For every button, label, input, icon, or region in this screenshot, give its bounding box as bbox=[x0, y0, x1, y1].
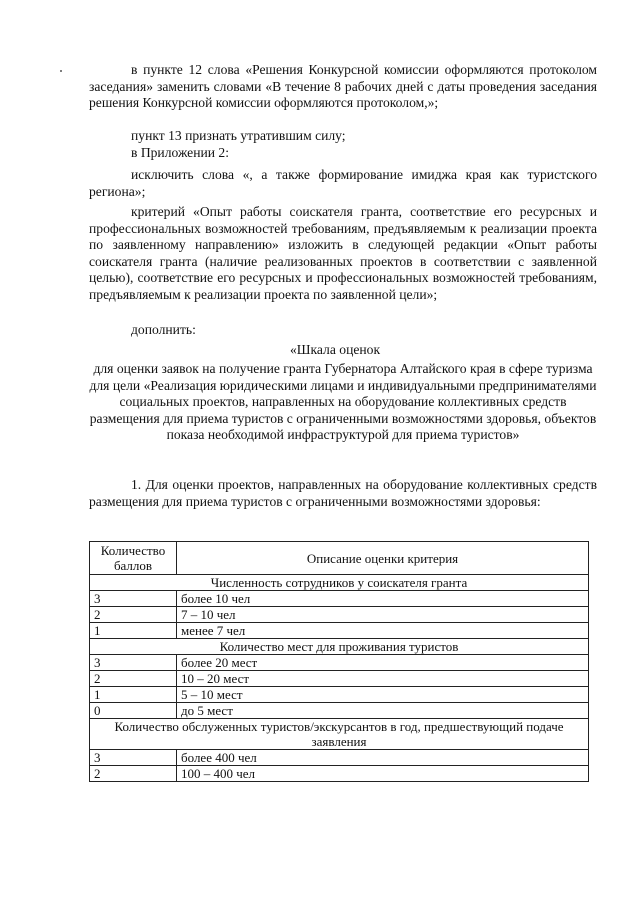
cell-description: 10 – 20 мест bbox=[177, 671, 589, 687]
table-row bbox=[90, 591, 589, 607]
scale-table bbox=[89, 541, 589, 782]
cell-description: до 5 мест bbox=[177, 703, 589, 719]
section-title: Численность сотрудников у соискателя гранта bbox=[90, 575, 589, 591]
paragraph-criterion: критерий «Опыт работы соискателя гранта, соответствие его ресурсных и профессиональных возможностей требованиям, предъявляемым к реализации проекта по заявленному направлению» изложить в следующей редакции «Опыт работы соискателя гранта (наличие реализованных проектов в соответствии с заявленной целью), соответствие его ресурсных и профессиональных возможностей требованиям, предъявляемым к реализации проекта по заявленной цели»; bbox=[89, 204, 597, 302]
paragraph-appendix-2: в Приложении 2: bbox=[131, 145, 229, 160]
cell-points: 3 bbox=[90, 750, 177, 766]
table-row bbox=[90, 750, 589, 766]
table-row bbox=[90, 655, 589, 671]
table-header-row bbox=[90, 542, 589, 575]
cell-points: 3 bbox=[90, 655, 177, 671]
scale-title-body: для оценки заявок на получение гранта Губернатора Алтайского края в сфере туризма для цели «Реализация юридическими лицами и индивидуальными предпринимателями социальных проектов, направленных на оборудование коллективных средств размещения для приема туристов с ограниченными возможностями здоровья, объектов показа необходимой инфраструктурой для приема туристов» bbox=[89, 361, 597, 442]
cell-points: 2 bbox=[90, 766, 177, 782]
cell-points: 2 bbox=[90, 607, 177, 623]
table-row bbox=[90, 607, 589, 623]
table-row bbox=[90, 671, 589, 687]
paragraph-item-1: 1. Для оценки проектов, направленных на оборудование коллективных средств размещения для приема туристов с ограниченными возможностями здоровья: bbox=[89, 477, 597, 509]
paragraph-point-12: в пункте 12 слова «Решения Конкурсной комиссии оформляются протоколом заседания» заменить словами «В течение 8 рабочих дней с даты проведения заседания решения Конкурсной комиссии оформляются протоколом,»; bbox=[89, 62, 597, 110]
section-title: Количество мест для проживания туристов bbox=[90, 639, 589, 655]
cell-description: 5 – 10 мест bbox=[177, 687, 589, 703]
section-row bbox=[90, 639, 589, 655]
cell-description: менее 7 чел bbox=[177, 623, 589, 639]
header-description: Описание оценки критерия bbox=[177, 542, 589, 575]
cell-points: 1 bbox=[90, 687, 177, 703]
section-title: Количество обслуженных туристов/экскурсантов в год, предшествующий подаче заявления bbox=[90, 719, 589, 750]
paragraph-exclude-words: исключить слова «, а также формирование имиджа края как туристского региона»; bbox=[89, 167, 597, 199]
paragraph-point-13: пункт 13 признать утратившим силу; bbox=[131, 128, 346, 143]
cell-description: 100 – 400 чел bbox=[177, 766, 589, 782]
table-row bbox=[90, 766, 589, 782]
cell-points: 2 bbox=[90, 671, 177, 687]
table-row bbox=[90, 703, 589, 719]
paragraph-supplement: дополнить: bbox=[131, 322, 196, 337]
cell-points: 3 bbox=[90, 591, 177, 607]
section-row bbox=[90, 719, 589, 750]
cell-points: 0 bbox=[90, 703, 177, 719]
cell-description: более 20 мест bbox=[177, 655, 589, 671]
table-row bbox=[90, 623, 589, 639]
cell-description: более 10 чел bbox=[177, 591, 589, 607]
header-points: Количество баллов bbox=[90, 542, 177, 575]
cell-description: 7 – 10 чел bbox=[177, 607, 589, 623]
cell-points: 1 bbox=[90, 623, 177, 639]
table-row bbox=[90, 687, 589, 703]
cell-description: более 400 чел bbox=[177, 750, 589, 766]
scale-title-heading: «Шкала оценок bbox=[290, 342, 381, 357]
section-row bbox=[90, 575, 589, 591]
scan-speck bbox=[60, 70, 62, 72]
